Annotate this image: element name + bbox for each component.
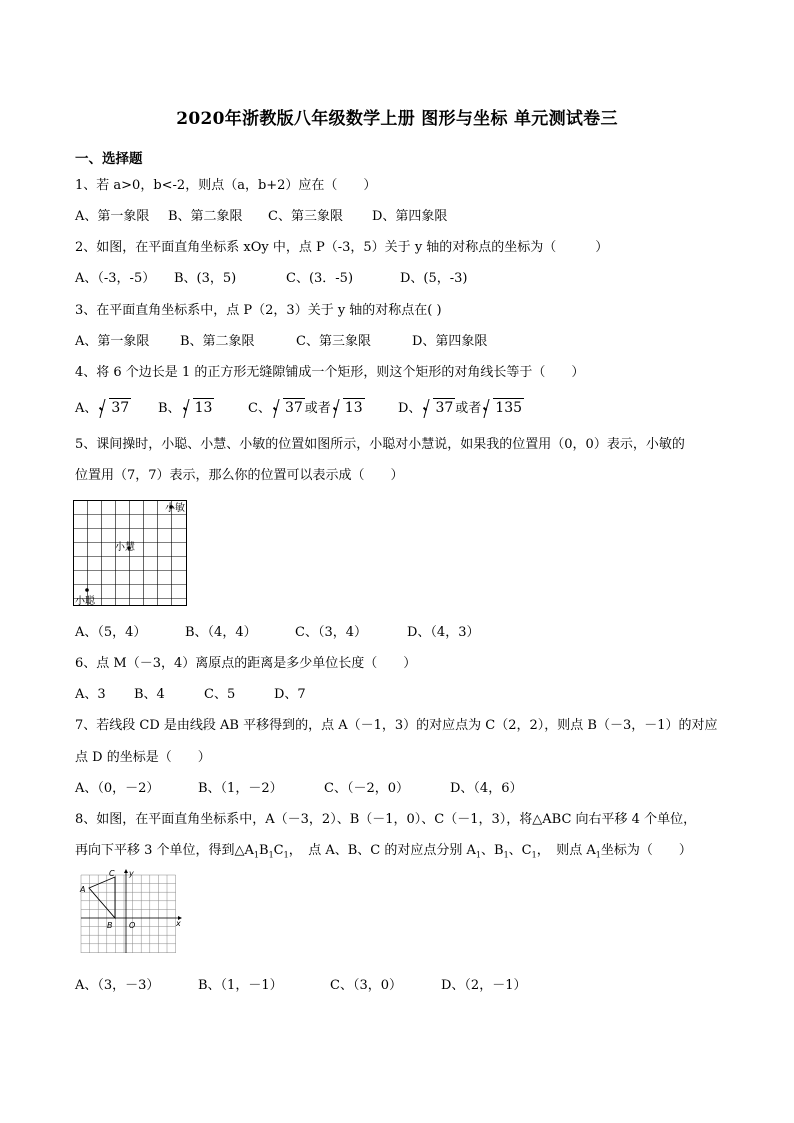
q1-option-d[interactable]: D、第四象限: [372, 209, 448, 224]
sqrt-symbol: 13: [183, 400, 215, 416]
y-axis-arrow: [124, 869, 128, 873]
q5-option-a[interactable]: A、（5，4）: [75, 625, 147, 640]
q2-option-a[interactable]: A、（-3，-5）: [75, 271, 156, 286]
q3-option-a[interactable]: A、第一象限: [75, 334, 150, 349]
xiaocong-point: [85, 588, 89, 592]
q5-option-b[interactable]: B、（4，4）: [185, 625, 257, 640]
sqrt-symbol: 135: [483, 400, 524, 416]
sqrt-symbol: 37: [273, 400, 305, 416]
label-o: O: [129, 921, 136, 930]
sqrt-symbol: 37: [99, 400, 131, 416]
q8-option-d[interactable]: D、（2，－1）: [441, 978, 527, 993]
question-6-text: 6、点 M（－3，4）离原点的距离是多少单位长度（ ）: [75, 656, 417, 671]
q6-option-a[interactable]: A、3: [75, 687, 106, 702]
q7-option-d[interactable]: D、（4，6）: [450, 781, 523, 796]
q2-option-c[interactable]: C、(3．-5): [286, 271, 354, 286]
q5-grid-figure: [73, 500, 188, 607]
q3-option-d[interactable]: D、第四象限: [412, 334, 488, 349]
label-xiaomin: 小敏: [165, 503, 185, 514]
question-8-text-line1: 8、如图，在平面直角坐标系中，A（－3，2）、B（－1，0）、C（－1，3），将△ABC 向右平移 4 个单位，: [75, 812, 697, 827]
q6-option-d[interactable]: D、7: [274, 687, 306, 702]
q1-option-b[interactable]: B、第二象限: [168, 209, 243, 224]
label-xiaocong: 小聪: [75, 596, 95, 607]
q5-option-d[interactable]: D、（4，3）: [407, 625, 480, 640]
question-3-text: 3、在平面直角坐标系中，点 P（2，3）关于 y 轴的对称点在( ): [75, 303, 442, 318]
q8-option-c[interactable]: C、（3，0）: [330, 978, 402, 993]
q6-option-c[interactable]: C、5: [204, 687, 236, 702]
question-8-text-line2: 再向下平移 3 个单位，得到$\triangle A_1B_1C_1$， 点 A、B、C 的对应点分别 $A_1$、$B_1$、$C_1$， 则点 $A_1$坐标为（ ）: [75, 843, 692, 860]
q3-option-b[interactable]: B、第二象限: [180, 334, 255, 349]
label-xiaohui: 小慧: [115, 542, 135, 553]
q7-option-a[interactable]: A、（0，－2）: [75, 781, 160, 796]
section-heading: 一、选择题: [75, 151, 143, 167]
question-4-text: 4、将 6 个边长是 1 的正方形无缝隙铺成一个矩形，则这个矩形的对角线长等于（ ）: [75, 365, 585, 380]
q8-option-b[interactable]: B、（1，－1）: [198, 978, 283, 993]
question-1-text: 1、若 a>0，b<-2，则点（a，b+2）应在（ ）: [75, 178, 377, 193]
q6-option-b[interactable]: B、4: [134, 687, 165, 702]
q8-option-a[interactable]: A、（3，－3）: [75, 978, 160, 993]
q4-option-b[interactable]: B、 13: [158, 400, 213, 416]
question-2-text: 2、如图，在平面直角坐标系 xOy 中，点 P（-3，5）关于 y 轴的对称点的坐标为（ ）: [75, 240, 609, 255]
label-c: C: [109, 869, 115, 878]
triangle-abc: [89, 877, 115, 918]
sqrt-symbol: 13: [333, 400, 365, 416]
label-a: A: [80, 885, 86, 894]
question-7-text-line2: 点 D 的坐标是（ ）: [75, 750, 211, 765]
label-x: x: [176, 919, 181, 928]
q1-option-c[interactable]: C、第三象限: [268, 209, 343, 224]
question-5-text-line1: 5、课间操时，小聪、小慧、小敏的位置如图所示，小聪对小慧说，如果我的位置用（0，0）表示，小敏的: [75, 437, 685, 452]
q5-option-c[interactable]: C、（3，4）: [295, 625, 367, 640]
q4-option-c[interactable]: C、 37 或者 13: [248, 400, 363, 416]
label-b: B: [107, 921, 113, 930]
q4-option-a[interactable]: A、 37: [75, 400, 130, 416]
q2-option-b[interactable]: B、(3，5): [174, 271, 237, 286]
q2-option-d[interactable]: D、(5，-3): [400, 271, 468, 286]
label-y: y: [129, 869, 134, 878]
q1-option-a[interactable]: A、第一象限: [75, 209, 150, 224]
q7-option-b[interactable]: B、（1，－2）: [198, 781, 283, 796]
q4-option-d[interactable]: D、 37 或者 135: [398, 400, 523, 416]
q7-option-c[interactable]: C、（－2，0）: [324, 781, 409, 796]
page-title: 2020年浙教版八年级数学上册 图形与坐标 单元测试卷三: [176, 109, 618, 129]
q8-coordinate-figure: [76, 868, 184, 958]
question-7-text-line1: 7、若线段 CD 是由线段 AB 平移得到的，点 A（－1，3）的对应点为 C（2，2），则点 B（－3，－1）的对应: [75, 718, 718, 733]
sqrt-symbol: 37: [423, 400, 455, 416]
q3-option-c[interactable]: C、第三象限: [296, 334, 371, 349]
question-5-text-line2: 位置用（7，7）表示，那么你的位置可以表示成（ ）: [75, 468, 404, 483]
